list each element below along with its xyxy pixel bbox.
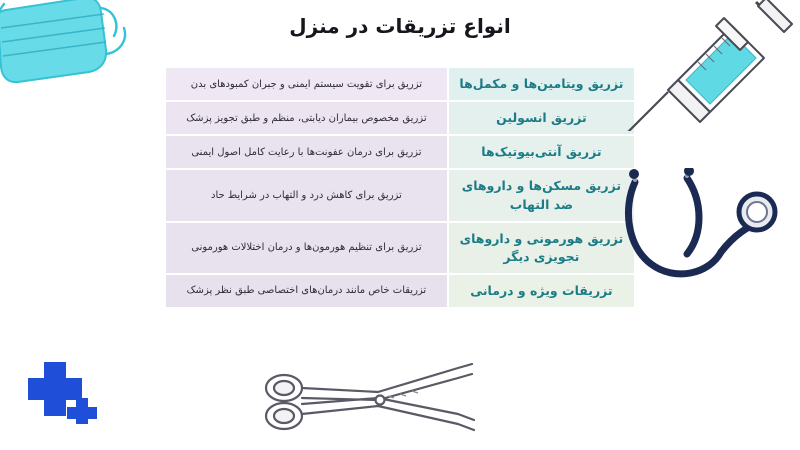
injection-name-cell: تزریق ویتامین‌ها و مکمل‌ها — [447, 68, 634, 102]
table-row — [166, 170, 634, 222]
injection-name-cell: تزریقات ویژه و درمانی — [447, 275, 634, 309]
page-title: انواع تزریقات در منزل — [289, 14, 511, 38]
injection-description-cell: تزریق برای کاهش درد و التهاب در شرایط حاد — [166, 170, 447, 222]
medical-plus-icon — [18, 354, 108, 424]
injection-description-cell: تزریقات خاص مانند درمان‌های اختصاصی طبق نظر پزشک — [166, 275, 447, 309]
table-row — [166, 275, 634, 309]
table-row — [166, 68, 634, 102]
table-row — [166, 102, 634, 136]
table-row — [166, 223, 634, 275]
stethoscope-icon — [617, 168, 792, 353]
injection-description-cell: تزریق برای درمان عفونت‌ها با رعایت کامل اصول ایمنی — [166, 136, 447, 170]
injection-name-cell: تزریق آنتی‌بیوتیک‌ها — [447, 136, 634, 170]
surgical-scissors-icon — [258, 358, 508, 448]
injection-description-cell: تزریق برای تنظیم هورمون‌ها و درمان اختلالات هورمونی — [166, 223, 447, 275]
injection-name-cell: تزریق انسولین — [447, 102, 634, 136]
injection-description-cell: تزریق مخصوص بیماران دیابتی، منظم و طبق تجویز پزشک — [166, 102, 447, 136]
injection-name-cell: تزریق هورمونی و داروهای تجویزی دیگر — [447, 223, 634, 275]
injection-name-cell: تزریق مسکن‌ها و داروهای ضد التهاب — [447, 170, 634, 222]
injection-description-cell: تزریق برای تقویت سیستم ایمنی و جبران کمبودهای بدن — [166, 68, 447, 102]
injection-types-table — [166, 68, 634, 309]
table-row — [166, 136, 634, 170]
